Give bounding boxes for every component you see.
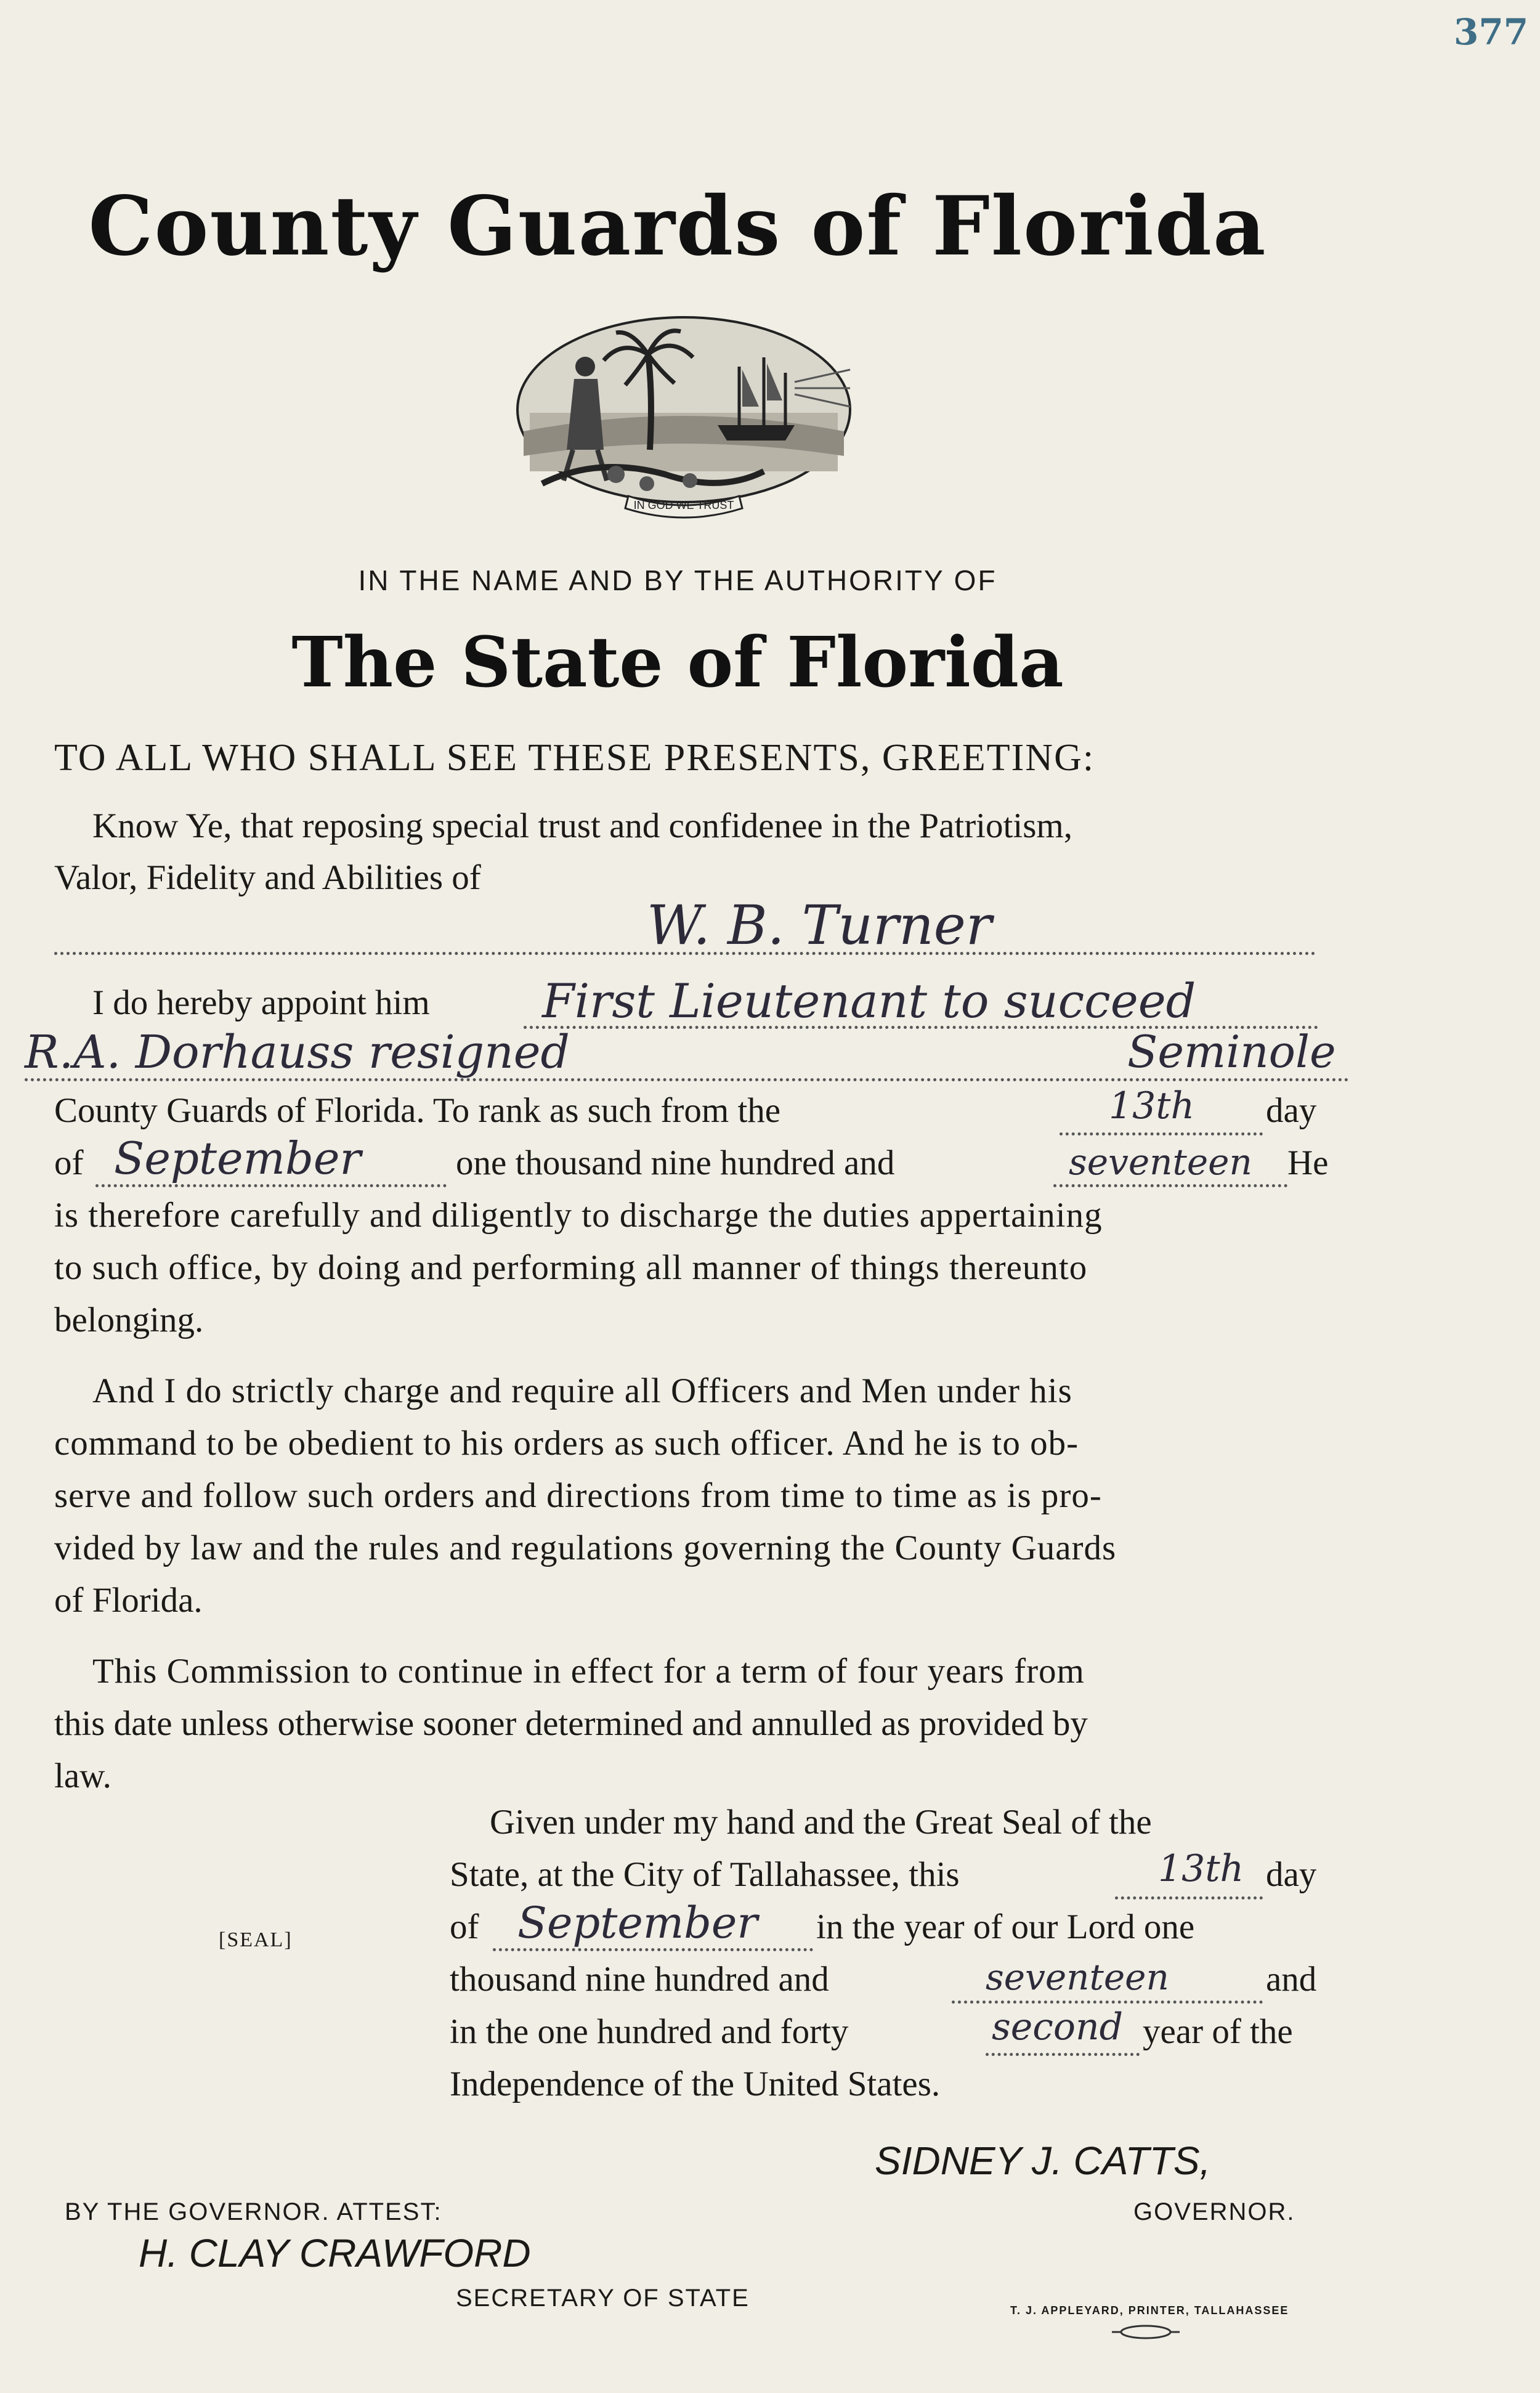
appointment-hand-2: R.A. Dorhauss resigned — [25, 1026, 570, 1079]
rank-year-dotted-line — [1053, 1184, 1287, 1187]
printer-mark-icon — [1109, 2323, 1183, 2341]
governor-title: GOVERNOR. — [1133, 2198, 1295, 2225]
given-line-6: Independence of the United States. — [450, 2065, 941, 2103]
appoint-text: I do hereby appoint him — [92, 983, 430, 1022]
appointee-name: W. B. Turner — [647, 893, 992, 957]
para2-line-1: And I do strictly charge and require all Officers and Men under his — [92, 1371, 1072, 1410]
given-independence-dotted-line — [986, 2053, 1140, 2056]
svg-text:IN GOD WE TRUST: IN GOD WE TRUST — [633, 499, 734, 511]
para2-line-4: vided by law and the rules and regulations governing the County Guards — [54, 1529, 1117, 1567]
given-day-dotted-line — [1115, 1896, 1263, 1899]
secretary-title: SECRETARY OF STATE — [456, 2285, 750, 2312]
given-line-3-pre: of — [450, 1907, 479, 1946]
given-year-dotted-line — [952, 2001, 1263, 2004]
he-text: He — [1287, 1144, 1329, 1182]
given-line-4-pre: thousand nine hundred and — [450, 1960, 829, 1999]
rank-day: 13th — [1109, 1084, 1195, 1127]
para3-line-3: law. — [54, 1757, 111, 1795]
of-text: of — [54, 1144, 84, 1182]
appointment-hand-1: First Lieutenant to succeed — [542, 973, 1196, 1028]
given-line-3-post: in the year of our Lord one — [816, 1907, 1195, 1946]
given-line-4-post: and — [1266, 1960, 1317, 1999]
given-line-1: Given under my hand and the Great Seal of the — [490, 1803, 1152, 1842]
given-month-dotted-line — [493, 1948, 813, 1951]
para2-line-2: command to be obedient to his orders as such officer. And he is to ob- — [54, 1424, 1079, 1463]
seal-label: [SEAL] — [219, 1928, 293, 1951]
para1-line-2: to such office, by doing and performing all manner of things thereunto — [54, 1248, 1088, 1287]
greeting: TO ALL WHO SHALL SEE THESE PRESENTS, GREETING: — [54, 737, 1095, 779]
rank-month: September — [114, 1132, 361, 1184]
rank-month-dotted-line — [95, 1184, 447, 1187]
given-line-5-post: year of the — [1143, 2012, 1293, 2051]
para2-line-3: serve and follow such orders and directions from time to time as is pro- — [54, 1476, 1102, 1515]
thousand-text: one thousand nine hundred and — [456, 1144, 895, 1182]
para3-line-2: this date unless otherwise sooner determined and annulled as provided by — [54, 1704, 1088, 1743]
given-day: 13th — [1158, 1847, 1244, 1890]
authority-line: IN THE NAME AND BY THE AUTHORITY OF — [358, 564, 997, 596]
day-text: day — [1266, 1091, 1317, 1130]
para2-line-5: of Florida. — [54, 1581, 203, 1620]
page-number: 377 — [1454, 11, 1529, 53]
attest-line: BY THE GOVERNOR. ATTEST: — [65, 2198, 442, 2225]
governor-name: SIDNEY J. CATTS, — [875, 2139, 1211, 2183]
given-line-2-pre: State, at the City of Tallahassee, this — [450, 1855, 960, 1894]
know-ye-line-1: Know Ye, that reposing special trust and confidenee in the Patriotism, — [92, 806, 1072, 845]
given-line-2-post: day — [1266, 1855, 1317, 1894]
rank-year: seventeen — [1069, 1141, 1252, 1183]
given-independence: second — [992, 2005, 1124, 2049]
state-title: The State of Florida — [291, 622, 1064, 703]
secretary-name: H. CLAY CRAWFORD — [139, 2231, 531, 2275]
para1-line-3: belonging. — [54, 1301, 204, 1339]
state-seal-emblem — [505, 308, 862, 530]
para1-line-1: is therefore carefully and diligently to discharge the duties appertaining — [54, 1196, 1103, 1235]
county-name-hand: Seminole — [1127, 1026, 1336, 1078]
para3-line-1: This Commission to continue in effect for a term of four years from — [92, 1652, 1085, 1691]
county-guards-text: County Guards of Florida. To rank as such from the — [54, 1091, 781, 1130]
given-year: seventeen — [986, 1956, 1169, 1998]
document-title: County Guards of Florida — [88, 179, 1267, 274]
given-month: September — [517, 1898, 758, 1948]
know-ye-line-2: Valor, Fidelity and Abilities of — [54, 858, 481, 897]
printer-imprint: T. J. APPLEYARD, PRINTER, TALLAHASSEE — [1010, 2304, 1289, 2317]
rank-day-dotted-line — [1060, 1132, 1263, 1136]
given-line-5-pre: in the one hundred and forty — [450, 2012, 849, 2051]
